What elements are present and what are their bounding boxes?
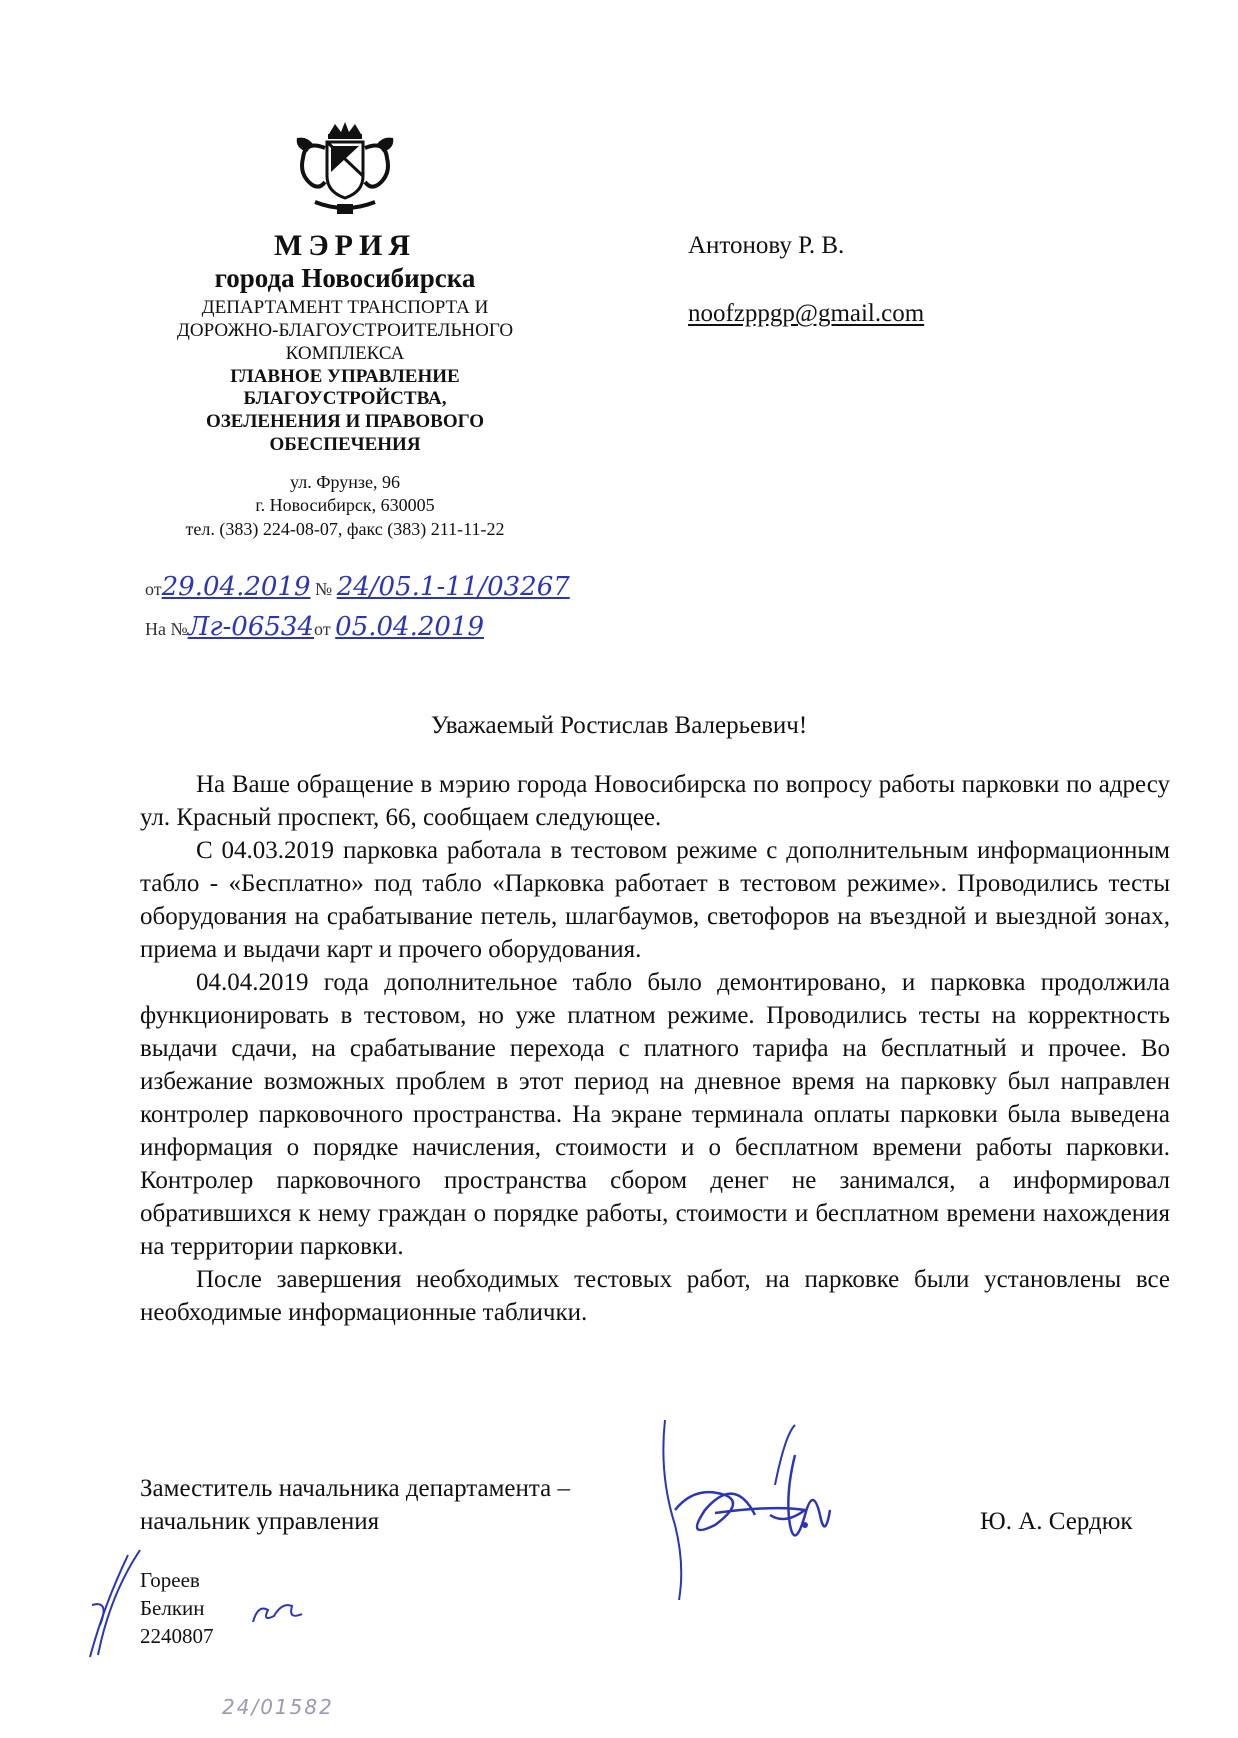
- greeting: Уважаемый Ростислав Валерьевич!: [430, 712, 808, 739]
- signer-name: Ю. А. Сердюк: [980, 1508, 1133, 1535]
- from-label: от: [145, 579, 162, 599]
- body-paragraph: С 04.03.2019 парковка работала в тестовом режиме с дополнительным информационным табло - «Бесплатно» под табло «Парковка работает в тестовом режиме». Проводились тесты оборудования на срабатывание петель, шлагбаумов, светофоров на въездной и выездной зонах, приема и выдачи карт и прочего оборудования.: [140, 837, 1170, 963]
- letterhead-administration: [130, 366, 560, 457]
- department-line: КОМПЛЕКСА: [285, 342, 405, 364]
- address-line: ул. Фрунзе, 96: [290, 471, 400, 492]
- administration-line: ОБЕСПЕЧЕНИЯ: [269, 434, 421, 456]
- executors: [140, 1566, 214, 1650]
- registration-stamp-number: 24/01582: [222, 1695, 334, 1719]
- handwritten-signature-icon: [655, 1415, 885, 1605]
- letterhead: [130, 118, 560, 541]
- address-line: г. Новосибирск, 630005: [255, 495, 435, 516]
- position-line: Заместитель начальника департамента –: [140, 1475, 570, 1502]
- body-paragraph: На Ваше обращение в мэрию города Новосибирска по вопросу работы парковки по адресу ул. Красный проспект, 66, сообщаем следующее.: [140, 771, 1170, 831]
- outgoing-number: 24/05.1-11/03267: [336, 572, 570, 602]
- letter-body: [140, 768, 1170, 1329]
- body-paragraph: 04.04.2019 года дополнительное табло было демонтировано, и парковка продолжила функционировать в тестовом, но уже платном режиме. Проводились тесты на корректность выдачи сдачи, на срабатывание перехода с платного тарифа на бесплатный и прочее. Во избежание возможных проблем в этот период на дневное время на парковку был направлен контролер парковочного пространства. На экране терминала оплаты парковки была выведена информация о порядке начисления, стоимости и о бесплатном времени работы парковки. Контролер парковочного пространства сбором денег не занимался, а информировал обратившихся к нему граждан о порядке работы, стоимости и бесплатном времени нахождения на территории парковки.: [140, 969, 1170, 1260]
- outgoing-date: 29.04.2019: [161, 572, 311, 602]
- address-line: тел. (383) 224-08-07, факс (383) 211-11-22: [185, 518, 505, 539]
- addressee-email[interactable]: noofzppgp@gmail.com: [688, 300, 925, 327]
- initials-mark-icon: [248, 1592, 308, 1632]
- number-label: №: [315, 579, 333, 599]
- administration-line: БЛАГОУСТРОЙСТВА,: [243, 388, 447, 410]
- signer-position: [140, 1472, 570, 1538]
- reply-from-label: от: [314, 619, 331, 639]
- letterhead-mayor: МЭРИЯ: [274, 229, 416, 262]
- incoming-number: Лг-06534: [187, 612, 315, 642]
- position-line: начальник управления: [140, 1508, 380, 1535]
- executor-name: Гореев: [140, 1568, 200, 1592]
- department-line: ДЕПАРТАМЕНТ ТРАНСПОРТА И: [201, 297, 489, 319]
- incoming-date: 05.04.2019: [335, 612, 485, 642]
- reply-label: На №: [145, 619, 188, 639]
- coat-of-arms-icon: [285, 118, 405, 222]
- department-line: ДОРОЖНО-БЛАГОУСТРОИТЕЛЬНОГО: [176, 320, 514, 342]
- executor-name: Белкин: [140, 1596, 205, 1620]
- administration-line: ГЛАВНОЕ УПРАВЛЕНИЕ: [230, 365, 460, 387]
- administration-line: ОЗЕЛЕНЕНИЯ И ПРАВОВОГО: [205, 411, 485, 433]
- body-paragraph: После завершения необходимых тестовых работ, на парковке были установлены все необходимые информационные таблички.: [140, 1266, 1170, 1326]
- letterhead-city: города Новосибирска: [214, 263, 476, 294]
- outgoing-reference: [145, 572, 570, 602]
- incoming-reference: [145, 612, 484, 642]
- letterhead-address: [130, 471, 560, 541]
- addressee: Антонову Р. В.: [688, 232, 845, 259]
- letterhead-department: [130, 297, 560, 365]
- executor-phone: 2240807: [140, 1624, 214, 1648]
